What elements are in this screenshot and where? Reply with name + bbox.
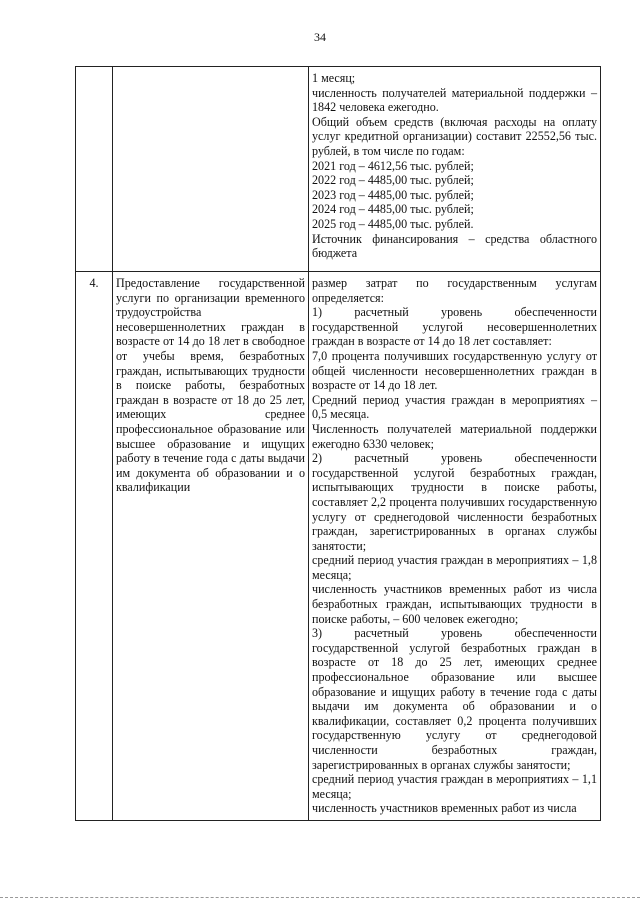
description-line: 1) расчетный уровень обеспеченности государственной услугой несовершеннолетних граждан в возрасте от 14 до 18 лет составляет: bbox=[312, 305, 597, 349]
row-name-cell: Предоставление государственной услуги по организации временного трудоустройства несовершеннолетних граждан в возрасте от 14 до 18 лет в свободное от учебы время, безработных граждан, испытывающих трудности в поиске работы, безработных граждан в возрасте от 18 до 25 лет, имеющих среднее профессиональное образование или высшее образование и ищущих работу в течение года с даты выдачи им документа об образовании и о квалификации bbox=[113, 272, 309, 821]
description-line: 2023 год – 4485,00 тыс. рублей; bbox=[312, 187, 474, 202]
page-bottom-rule bbox=[0, 897, 640, 898]
description-line: 7,0 процента получивших государственную услугу от общей численности несовершеннолетних граждан в возрасте от 14 до 18 лет. bbox=[312, 348, 597, 393]
program-table bbox=[75, 66, 601, 821]
table-row bbox=[76, 67, 601, 272]
description-line: 1 месяц; bbox=[312, 71, 356, 85]
description-line: 3) расчетный уровень обеспеченности государственной услугой безработных граждан в возрасте от 18 до 25 лет, имеющих среднее профессиональное образование или высшее образование и ищущих работу в течение года с даты выдачи им документа об образовании и о квалификации, составляет 0,2 процента получивших государственную услугу от среднегодовой численности безработных граждан, зарегистрированных в органах службы занятости; bbox=[312, 626, 597, 772]
description-line: 2021 год – 4612,56 тыс. рублей; bbox=[312, 158, 474, 173]
description-line: 2022 год – 4485,00 тыс. рублей; bbox=[312, 173, 474, 188]
description-line: 2025 год – 4485,00 тыс. рублей. bbox=[312, 216, 474, 231]
description-line: Численность получателей материальной поддержки ежегодно 6330 человек; bbox=[312, 421, 597, 451]
description-line: Источник финансирования – средства областного бюджета bbox=[312, 231, 597, 261]
description-line: Общий объем средств (включая расходы на оплату услуг кредитной организации) составит 22552,56 тыс. рублей, в том числе по годам: bbox=[312, 114, 597, 158]
description-line: численность участников временных работ из числа безработных граждан, испытывающих трудности в поиске работы, – 600 человек ежегодно; bbox=[312, 582, 597, 626]
page-number: 34 bbox=[314, 30, 326, 44]
row-description-cell bbox=[309, 272, 601, 821]
description-line: средний период участия граждан в мероприятиях – 1,8 месяца; bbox=[312, 553, 597, 582]
description-line: Средний период участия граждан в мероприятиях – 0,5 месяца. bbox=[312, 392, 597, 422]
description-line: размер затрат по государственным услугам определяется: bbox=[312, 276, 597, 305]
description-line: 2) расчетный уровень обеспеченности государственной услугой безработных граждан, испытывающих трудности в поиске работы, составляет 2,2 процента получивших государственную услугу от среднегодовой численности безработных граждан, зарегистрированных в органах службы занятости; bbox=[312, 451, 597, 553]
row-description-cell bbox=[309, 67, 601, 272]
row-number-cell bbox=[76, 67, 113, 272]
row-number-cell: 4. bbox=[76, 272, 113, 821]
description-line: 2024 год – 4485,00 тыс. рублей; bbox=[312, 202, 474, 217]
table-row bbox=[76, 272, 601, 821]
description-line: численность участников временных работ из числа bbox=[312, 801, 577, 816]
description-line: средний период участия граждан в мероприятиях – 1,1 месяца; bbox=[312, 772, 597, 801]
row-name-cell bbox=[113, 67, 309, 272]
description-line: численность получателей материальной поддержки – 1842 человека ежегодно. bbox=[312, 85, 597, 115]
